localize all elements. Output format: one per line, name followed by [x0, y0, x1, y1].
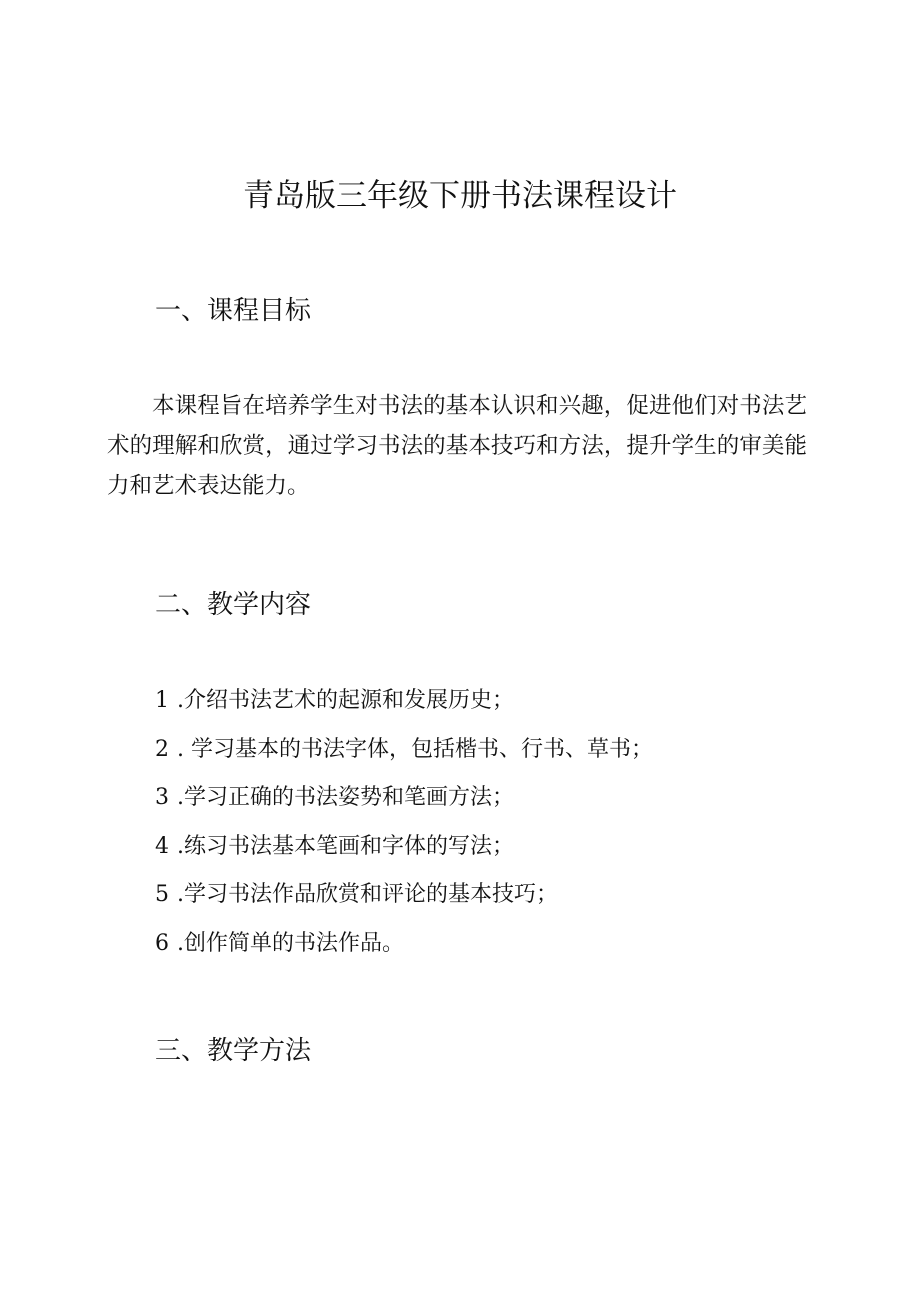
list-item	[155, 736, 653, 785]
list-item-number: 4	[155, 833, 169, 859]
list-item-number: 3	[155, 785, 169, 810]
list-item-number: 2	[155, 736, 169, 762]
section-heading-teaching-methods: 三、教学方法	[155, 1036, 312, 1066]
list-item-number: 5	[155, 882, 169, 907]
list-item	[155, 881, 653, 930]
list-item-text: .学习书法作品欣赏和评论的基本技巧；	[177, 882, 558, 907]
teaching-content-list	[155, 687, 653, 978]
list-item	[155, 687, 653, 736]
list-item-text: . 学习基本的书法字体，包括楷书、行书、草书；	[177, 736, 653, 762]
course-objectives-paragraph: 本课程旨在培养学生对书法的基本认识和兴趣，促进他们对书法艺术的理解和欣赏，通过学习书法的基本技巧和方法，提升学生的审美能力和艺术表达能力。	[107, 393, 807, 499]
list-item	[155, 930, 653, 979]
section-heading-teaching-content: 二、教学内容	[155, 590, 312, 620]
list-item	[155, 784, 653, 833]
list-item-text: .练习书法基本笔画和字体的写法；	[177, 833, 514, 859]
section-heading-course-objectives: 一、课程目标	[155, 296, 312, 326]
list-item-text: .介绍书法艺术的起源和发展历史；	[177, 688, 514, 713]
list-item-text: .学习正确的书法姿势和笔画方法；	[177, 785, 514, 810]
list-item-number: 1	[155, 688, 169, 713]
list-item-number: 6	[155, 930, 169, 956]
list-item-text: .创作简单的书法作品。	[177, 930, 404, 956]
document-title: 青岛版三年级下册书法课程设计	[243, 178, 677, 214]
list-item	[155, 833, 653, 882]
